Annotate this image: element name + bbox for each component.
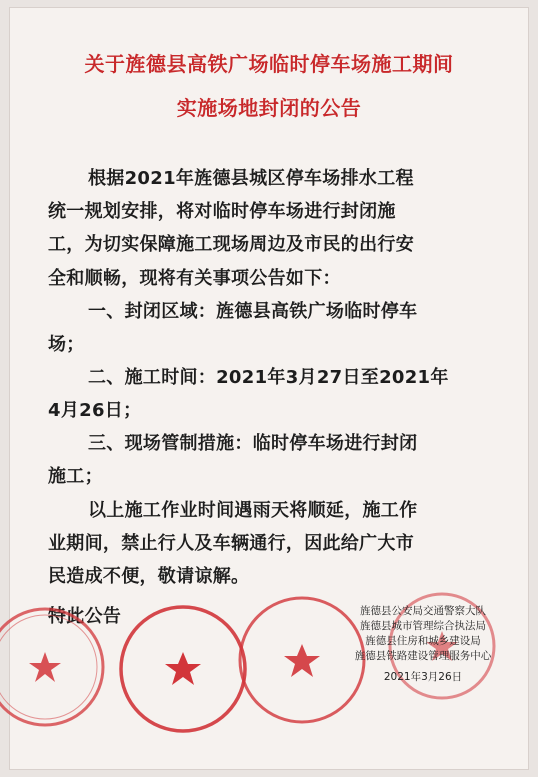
body-line: 场； xyxy=(48,334,85,355)
closing-line: 特此公告 xyxy=(48,606,122,627)
notice-title-line-1: 关于旌德县高铁广场临时停车场施工期间 xyxy=(84,52,454,76)
body-line: 全和顺畅，现将有关事项公告如下： xyxy=(48,268,341,289)
body-line: 二、施工时间：2021年3月27日至2021年 xyxy=(88,367,449,388)
body-line: 以上施工作业时间遇雨天将顺延，施工作 xyxy=(88,500,418,521)
notice-date: 2021年3月26日 xyxy=(383,671,463,683)
body-line: 4月26日； xyxy=(48,400,142,421)
body-line: 一、封闭区域：旌德县高铁广场临时停车 xyxy=(88,301,418,322)
agency-name: 旌德县铁路建设管理服务中心 xyxy=(354,650,492,662)
body-line: 工，为切实保障施工现场周边及市民的出行安 xyxy=(48,234,414,255)
body-line: 业期间，禁止行人及车辆通行，因此给广大市 xyxy=(48,533,414,554)
body-line: 统一规划安排，将对临时停车场进行封闭施 xyxy=(48,201,396,222)
agency-list xyxy=(328,604,518,685)
agency-name: 旌德县住房和城乡建设局 xyxy=(365,635,481,647)
body-line: 民造成不便，敬请谅解。 xyxy=(48,566,250,587)
agency-name: 旌德县公安局交通警察大队 xyxy=(360,605,486,617)
agency-name: 旌德县城市管理综合执法局 xyxy=(360,620,486,632)
police-seal xyxy=(0,602,110,732)
body-line: 三、现场管制措施：临时停车场进行封闭 xyxy=(88,433,418,454)
notice-title-line-2: 实施场地封闭的公告 xyxy=(176,96,362,120)
body-line: 根据2021年旌德县城区停车场排水工程 xyxy=(88,168,414,189)
notice-sheet xyxy=(10,8,528,769)
body-line: 施工； xyxy=(48,466,103,487)
